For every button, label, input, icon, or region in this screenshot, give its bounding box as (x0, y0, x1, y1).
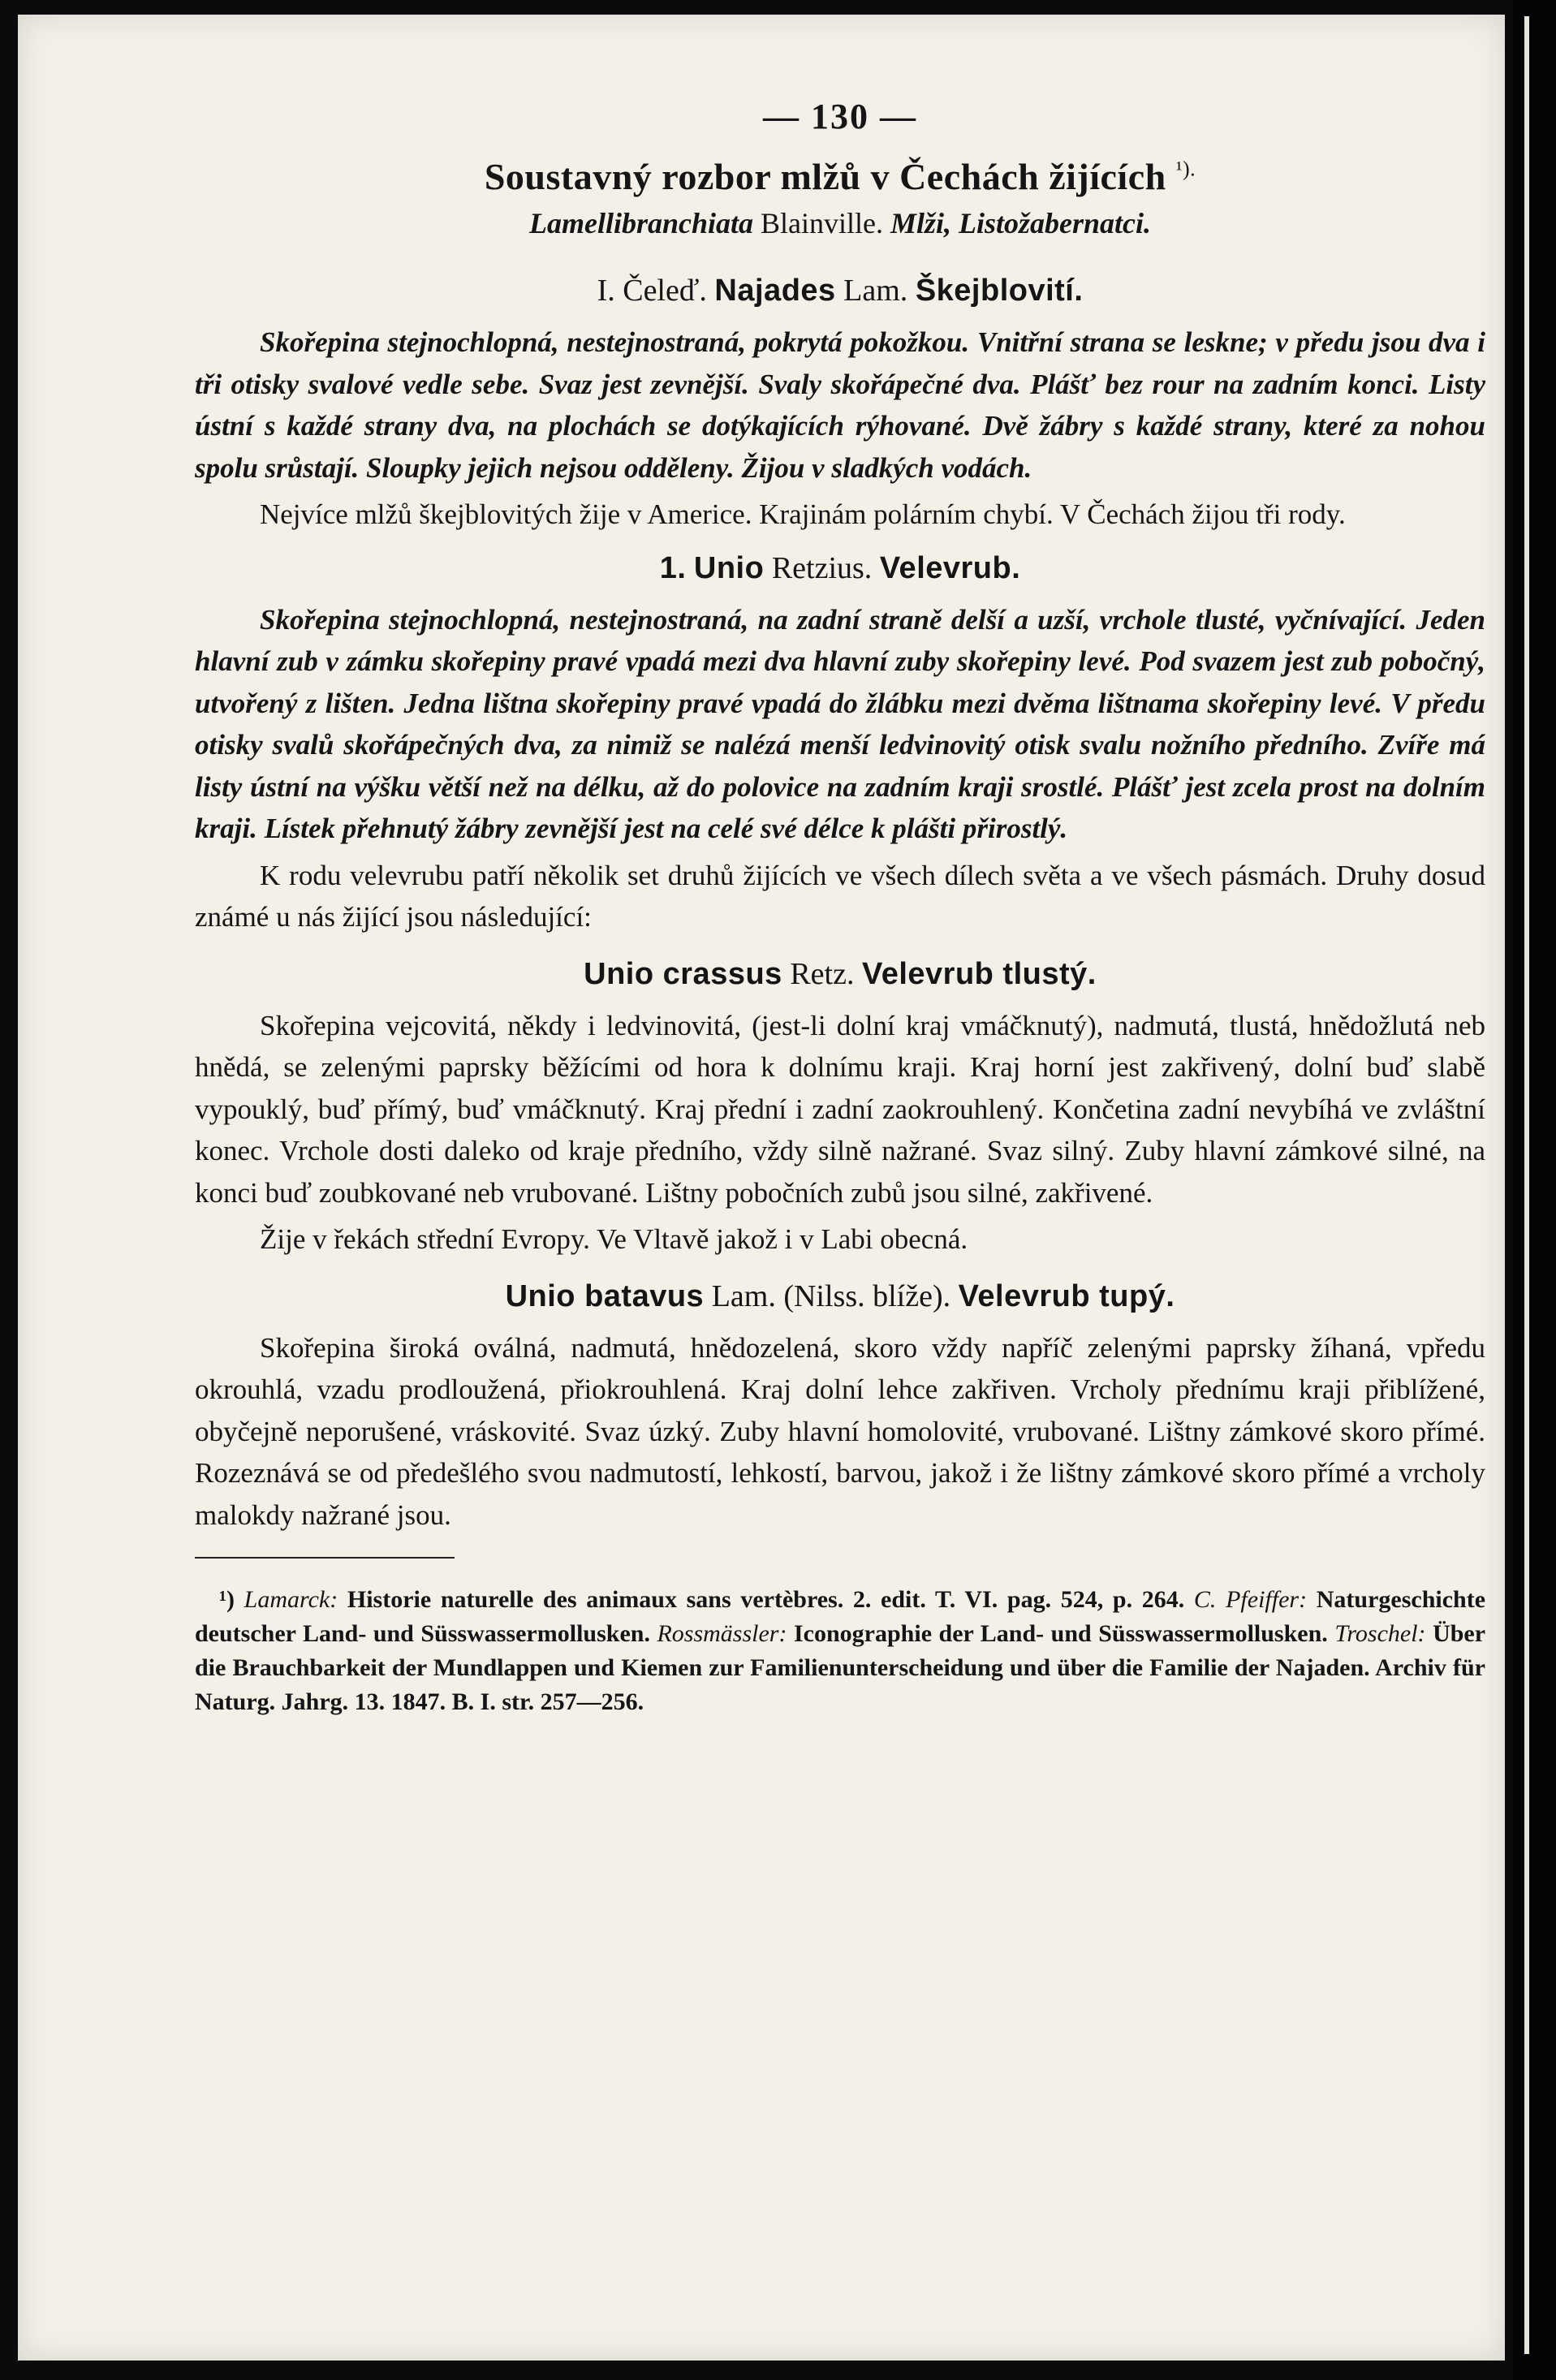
page-number: — 130 — (763, 97, 917, 136)
footnote-reference: Historie naturelle des animaux sans vertèbres. 2. edit. T. VI. pag. 524, p. 264. (347, 1586, 1185, 1613)
species-description: Skořepina vejcovitá, někdy i ledvinovitá, (jest-li dolní kraj vmáčknutý), nadmutá, tlustá, hnědožlutá neb hnědá, se zelenými paprsky běžícími od hora k dolnímu kraji. Kraj horní jest zakřivený, dolní buď slabě vypouklý, buď přímý, buď vmáčknutý. Kraj přední i zadní zaokrouhlený. Končetina zadní nevybíhá ve zvláštní konec. Vrchole dosti daleko od kraje předního, vždy silně nažrané. Svaz silný. Zuby hlavní zámkové silné, na konci buď zoubkované neb vrubované. Lištny pobočních zubů jsou silné, zakřivené. (195, 1009, 1485, 1209)
species-czech-name: Velevrub tlustý. (861, 956, 1097, 991)
family-author: Lam. (843, 274, 908, 308)
footnote-marker: ¹) (219, 1586, 235, 1613)
scanned-page (18, 15, 1505, 2361)
genus-number: 1. (659, 550, 687, 585)
species-name: Unio crassus (584, 956, 782, 991)
genus-description: Skořepina stejnochlopná, nestejnostraná, na zadní straně delší a uzší, vrchole tlusté, vyčnívající. Jeden hlavní zub v zámku skořepiny pravé vpadá mezi dva hlavní zuby skořepiny levé. Pod svazem jest zub pobočný, utvořený z lišten. Jedna lištna skořepiny pravé vpadá do žlábku mezi dvěma lištnama skořepiny levé. V předu otisky svalů skořápečných dva, za nimiž se nalézá menší ledvinovitý otisk svalu nožního předního. Zvíře má listy ústní na výšku větší než na délku, až do polovice na zadním kraji srostlé. Plášť jest zcela prost na dolním kraji. Lístek přehnutý žábry zevnější jest na celé své délce k plášti přirostlý. (195, 603, 1485, 844)
genus-note: K rodu velevrubu patří několik set druhů žijících ve všech dílech světa a ve všech pásmách. Druhy dosud známé u nás žijící jsou následující: (195, 859, 1485, 933)
subtitle-author: Blainville. (761, 207, 883, 239)
species-name: Unio batavus (505, 1278, 705, 1313)
genus-heading (195, 550, 1485, 586)
title-text: Soustavný rozbor mlžů v Čechách žijících (484, 156, 1166, 197)
title-footnote-marker: ¹). (1175, 157, 1196, 181)
footnote-author: Lamarck: (244, 1586, 338, 1613)
footnote-author: Troschel: (1334, 1620, 1426, 1647)
subtitle-latin: Lamellibranchiata (528, 207, 753, 239)
species-czech-name: Velevrub tupý. (958, 1278, 1175, 1313)
genus-name: Unio (693, 550, 765, 585)
genus-author: Retzius. (771, 550, 873, 585)
footnote-divider (195, 1557, 455, 1559)
species-author: Retz. (790, 956, 855, 991)
species-heading (195, 956, 1485, 992)
footnote-author: Rossmässler: (657, 1620, 787, 1647)
footnote-reference: Naturgeschichte deutscher Land- und Süsswassermollusken. (195, 1586, 1486, 1647)
family-note: Nejvíce mlžů škejblovitých žije v Americe. Krajinám polárním chybí. V Čechách žijou tři rody. (260, 498, 1346, 530)
footnote-reference: Iconographie der Land- und Süsswassermollusken. (794, 1620, 1328, 1647)
species-habitat: Žije v řekách střední Evropy. Ve Vltavě jakož i v Labi obecná. (260, 1223, 968, 1255)
species-heading (195, 1278, 1485, 1314)
page-title (195, 155, 1485, 198)
footnote-author: C. Pfeiffer: (1193, 1586, 1308, 1613)
subtitle-czech: Mlži, Listožabernatci. (890, 207, 1152, 239)
page-text (195, 96, 1485, 1744)
genus-czech-name: Velevrub. (879, 550, 1021, 585)
class-subtitle (195, 206, 1485, 240)
footnote-reference: Über die Brauchbarkeit der Mundlappen und Kiemen zur Familienunterscheidung und über die Familie der Najaden. Archiv für Naturg. Jahrg. 13. 1847. B. I. str. 257—256. (195, 1620, 1486, 1715)
family-heading (195, 273, 1485, 308)
species-author: Lam. (Nilss. blíže). (711, 1278, 951, 1313)
family-name: Najades (714, 274, 836, 308)
scan-edge-line (1524, 16, 1529, 2354)
family-description: Skořepina stejnochlopná, nestejnostraná, pokrytá pokožkou. Vnitřní strana se leskne; v předu jsou dva i tři otisky svalové vedle sebe. Svaz jest zevnější. Svaly skořápečné dva. Plášť bez rour na zadním konci. Listy ústní s každé strany dva, na plochách se dotýkajících rýhované. Dvě žábry s každé strany, které za nohou spolu srůstají. Sloupky jejich nejsou odděleny. Žijou v sladkých vodách. (195, 326, 1485, 484)
footnote (195, 1583, 1485, 1719)
species-description: Skořepina široká oválná, nadmutá, hnědozelená, skoro vždy napříč zelenými paprsky žíhaná, vpředu okrouhlá, vzadu prodloužená, přiokrouhlená. Kraj dolní lehce zakřiven. Vrcholy přednímu kraji přiblížené, obyčejně neporušené, vráskovité. Svaz úzký. Zuby hlavní homolovité, vrubované. Lištny zámkové skoro přímé. Rozeznává se od předešlého svou nadmutostí, lehkostí, barvou, jakož i že lištny zámkové skoro přímé a vrcholy malokdy nažrané jsou. (195, 1331, 1485, 1531)
family-number: I. Čeleď. (597, 274, 707, 308)
family-czech-name: Škejblovití. (915, 274, 1084, 308)
scan-edge (1513, 0, 1556, 2380)
